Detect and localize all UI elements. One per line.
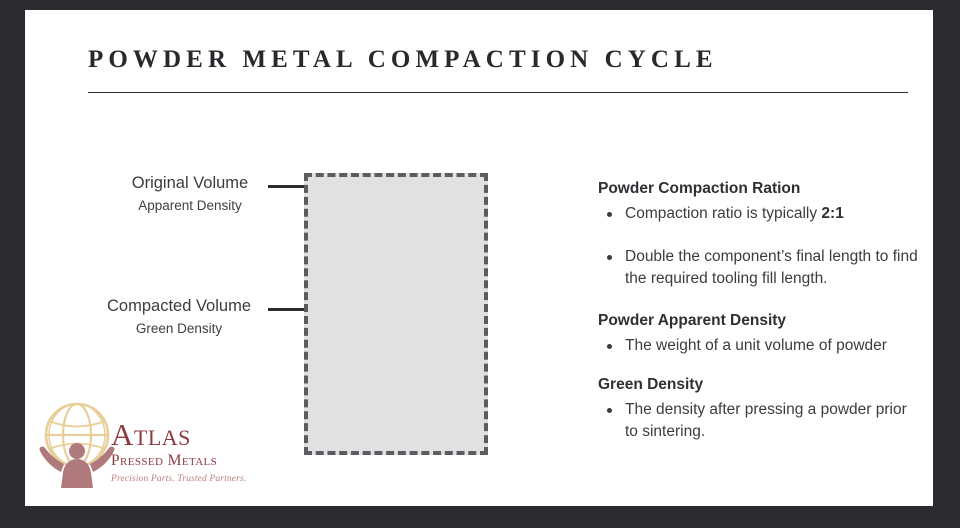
section-green-density [598,374,918,443]
logo-tagline: Precision Parts. Trusted Partners. [111,474,247,484]
list-item [598,335,918,357]
callout-original-volume-label: Original Volume [131,174,249,192]
slide-canvas [25,10,933,506]
logo-brand-subtitle: Pressed Metals [111,452,218,469]
section-heading: Green Density [598,376,704,393]
bullet-dot-icon [607,255,612,260]
list-item-text: The weight of a unit volume of powder [625,337,887,354]
callout-original-volume [125,173,255,215]
section-heading: Powder Compaction Ration [598,180,801,197]
list-item-text: Compaction ratio is typically [625,205,822,222]
callout-compacted-volume-label: Compacted Volume [107,297,251,315]
list-item [598,399,918,443]
bullet-dot-icon [607,408,612,413]
content-column [598,178,918,453]
bullet-list [598,203,918,290]
section-powder-apparent-density [598,310,918,357]
logo-brand-name: Atlas [111,417,191,452]
bullet-list [598,335,918,357]
list-item-text: The density after pressing a powder prior to sintering. [625,401,907,440]
page-title: POWDER METAL COMPACTION CYCLE [88,46,718,73]
bullet-dot-icon [607,344,612,349]
globe-figure-icon [33,402,121,488]
logo-wordmark [111,417,247,486]
callout-apparent-density-label: Apparent Density [138,198,242,213]
list-item-emphasis: 2:1 [821,205,844,222]
list-item-text: Double the component’s final length to find the required tooling fill length. [625,248,918,287]
list-item [598,203,918,225]
section-heading: Powder Apparent Density [598,312,787,329]
bullet-list [598,399,918,443]
callout-green-density-label: Green Density [135,321,223,336]
atlas-logo [33,402,248,498]
bullet-dot-icon [607,212,612,217]
callout-compacted-volume [103,296,255,338]
section-powder-compaction-ratio [598,178,918,290]
list-item [598,246,918,290]
compaction-box [304,173,488,455]
